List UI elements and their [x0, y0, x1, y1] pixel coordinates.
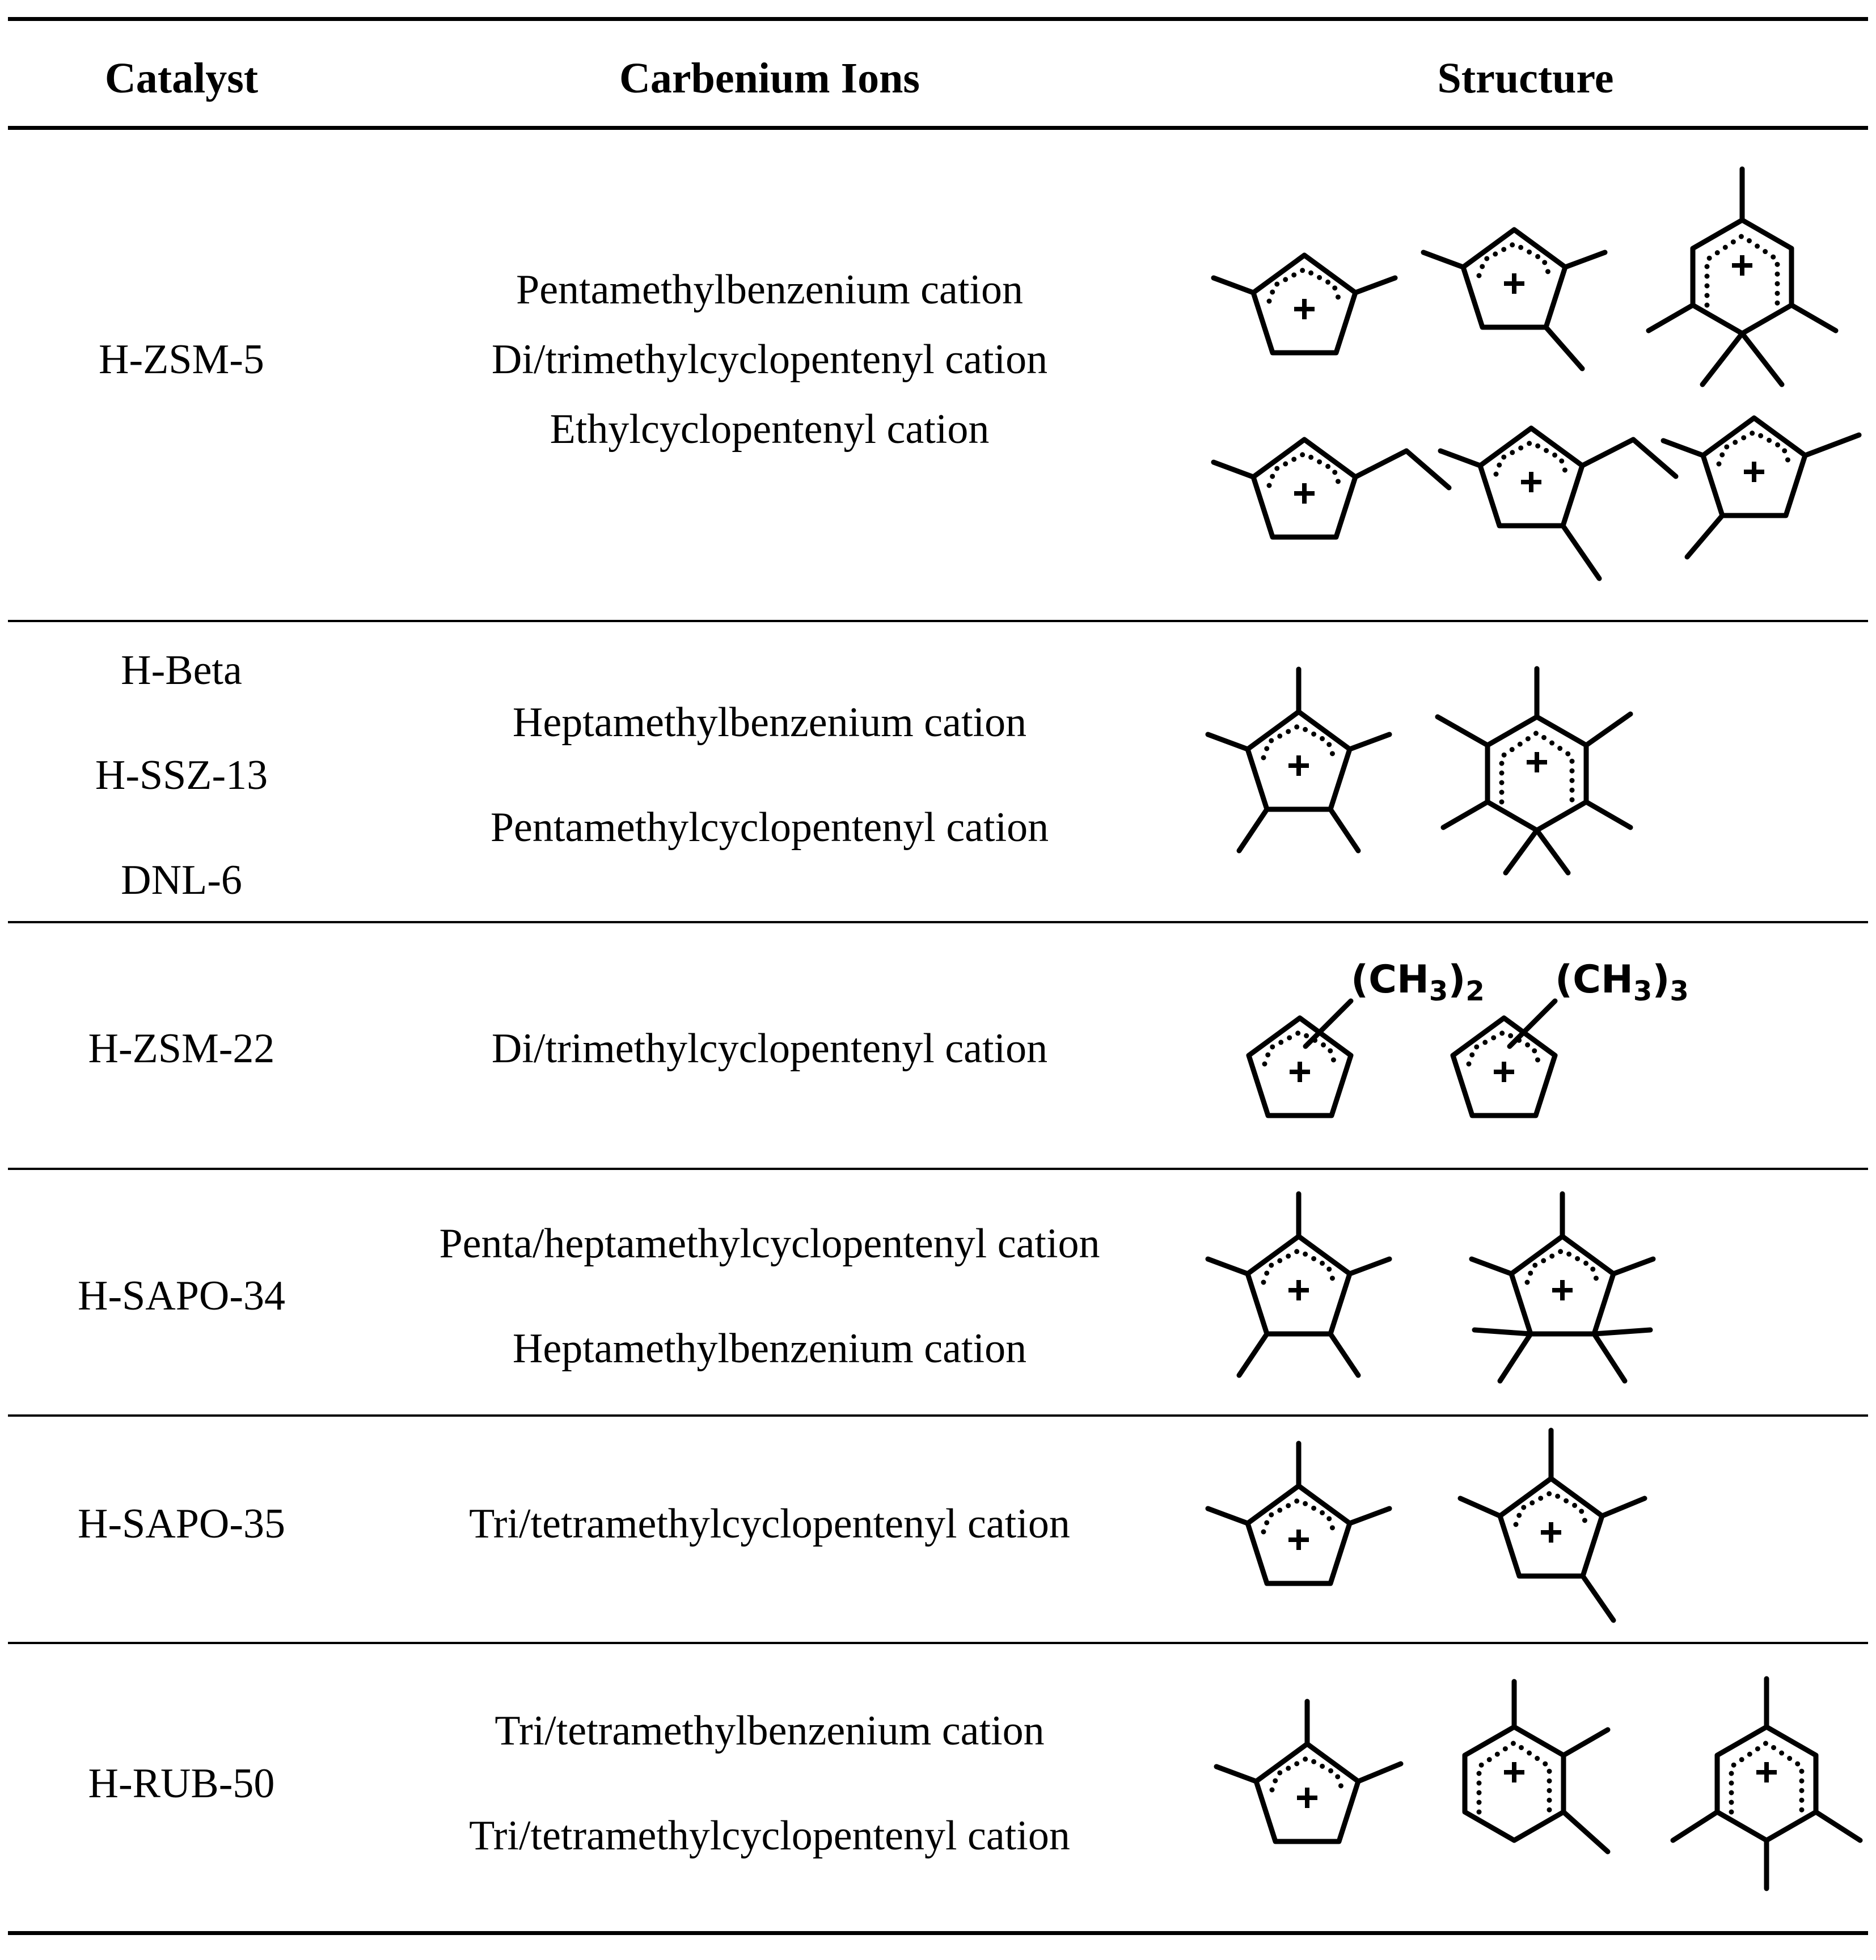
- structure-pentamethylcyclopentenyl-2: [1208, 1194, 1389, 1375]
- label-ch3-2: $(CH_3)_2$: [1351, 957, 1485, 1007]
- label-ch3-3: $(CH_3)_3$: [1555, 957, 1689, 1007]
- catalyst-name: H-SSZ-13: [95, 752, 268, 799]
- structure-trimethylcyclopentenyl-grouped: [1453, 1001, 1555, 1116]
- structure-trimethylcyclopentenyl-4: [1216, 1701, 1401, 1841]
- structure-heptamethylcyclopentenyl: [1472, 1194, 1653, 1381]
- structure-trimethylcyclopentenyl-2: [1663, 418, 1859, 557]
- ion-name: Di/trimethylcyclopentenyl cation: [491, 1025, 1048, 1072]
- structure-heptamethylbenzenium: [1438, 669, 1630, 873]
- structure-ethylcyclopentenyl: [1214, 440, 1449, 537]
- structure-trimethylbenzenium: [1465, 1682, 1608, 1852]
- header-structure: Structure: [1437, 54, 1614, 102]
- ion-name: Penta/heptamethylcyclopentenyl cation: [439, 1220, 1100, 1267]
- ion-name: Ethylcyclopentenyl cation: [550, 406, 990, 453]
- structure-trimethylcyclopentenyl: [1423, 230, 1605, 369]
- ion-name: Heptamethylbenzenium cation: [512, 1325, 1027, 1372]
- structure-pentamethylcyclopentenyl: [1208, 669, 1389, 851]
- structure-trimethylcyclopentenyl-3: [1208, 1443, 1389, 1583]
- header-catalyst: Catalyst: [104, 54, 259, 102]
- structure-dimethylcyclopentenyl-grouped: [1249, 1001, 1351, 1116]
- catalyst-name: H-ZSM-22: [88, 1025, 275, 1072]
- header-carbenium-ions: Carbenium Ions: [619, 54, 920, 102]
- structure-dimethylcyclopentenyl: [1214, 255, 1395, 353]
- structure-tetramethylbenzenium: [1673, 1679, 1860, 1889]
- catalyst-name: H-SAPO-34: [78, 1273, 285, 1319]
- structure-pentamethylbenzenium: [1649, 169, 1836, 385]
- ion-name: Tri/tetramethylcyclopentenyl cation: [469, 1813, 1070, 1859]
- catalyst-name: H-Beta: [121, 647, 242, 694]
- catalyst-name: DNL-6: [121, 857, 242, 903]
- ion-name: Di/trimethylcyclopentenyl cation: [491, 336, 1048, 383]
- structure-ethyl-methylcyclopentenyl: [1440, 428, 1676, 578]
- ion-name: Heptamethylbenzenium cation: [512, 699, 1027, 746]
- ion-name: Pentamethylbenzenium cation: [516, 267, 1023, 313]
- ion-name: Tri/tetramethylcyclopentenyl cation: [469, 1501, 1070, 1547]
- catalyst-name: H-ZSM-5: [99, 336, 264, 383]
- ion-name: Tri/tetramethylbenzenium cation: [495, 1708, 1045, 1754]
- structure-tetramethylcyclopentenyl: [1460, 1430, 1645, 1620]
- catalyst-name: H-SAPO-35: [78, 1501, 285, 1547]
- catalyst-name: H-RUB-50: [88, 1760, 275, 1807]
- ion-name: Pentamethylcyclopentenyl cation: [490, 804, 1049, 851]
